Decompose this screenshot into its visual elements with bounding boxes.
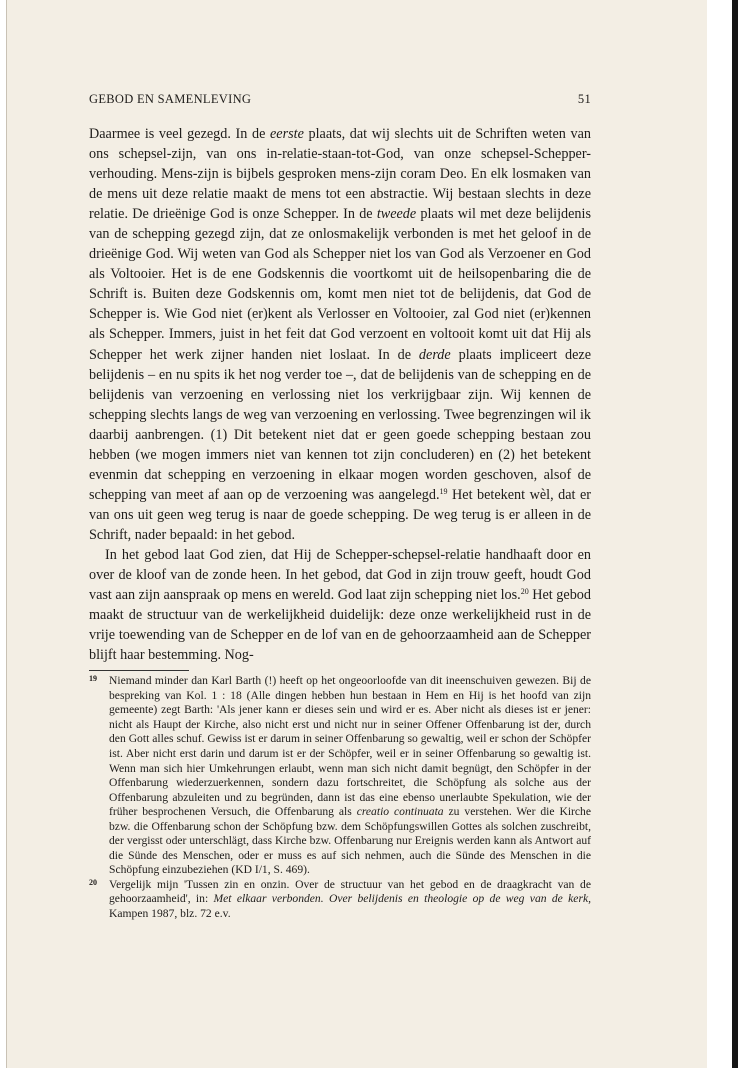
italic-text: Met elkaar verbonden. Over belijdenis en theologie op de weg van de kerk,	[213, 892, 591, 906]
text-run: plaats impliceert deze belijdenis – en nu spits ik het nog verder toe –, dat de belijdenis van de schepping en de belijdenis van verzoening en verlossing niet los verkrijgbaar zijn. Wij kennen de schepping slechts langs de weg van verzoening en verlossing. Twee begrenzingen wil ik daarbij aanbrengen. (1) Dit betekent niet dat er geen goede schepping bestaan zou hebben (we mogen immers niet van kennen tot zijn concluderen) en (2) het betekent evenmin dat schepping en verzoening in elkaar mogen worden geschoven, alsof de schepping van meet af aan op de verzoening was aangelegd.	[89, 346, 591, 503]
footnote	[89, 674, 591, 878]
footnote-ref: 19	[439, 486, 448, 496]
book-page	[6, 0, 707, 1068]
footnote	[89, 878, 591, 922]
italic-text: tweede	[376, 206, 417, 223]
footnote-number: 19	[89, 674, 97, 684]
italic-text: derde	[418, 346, 451, 363]
page-number: 51	[577, 92, 591, 106]
text-run: Het gebod maakt de structuur van de werkelijkheid duidelijk: deze onze werkelijkheid rust in de vrije toewending van de Schepper en de lof van en de gehoorzaamheid aan de Schepper blijft haar bestemming. Nog-	[89, 587, 591, 664]
text-run: Daarmee is veel gezegd. In de	[89, 126, 270, 142]
text-run: Het betekent wèl, dat er van ons uit geen weg terug is naar de goede schepping. De weg terug is er alleen in de Schrift, nader bepaald: in het gebod.	[89, 486, 591, 543]
page-body	[89, 124, 591, 922]
italic-text: creatio continuata	[356, 805, 444, 819]
text-run: plaats wil met deze belijdenis van de schepping gezegd zijn, dat ze onlosmakelijk verbonden is met het geloof in de drieënige God. Wij weten van God als Schepper niet los van God als Verzoener en God als Voltooier. Het is de ene Godskennis die voortkomt uit de heilsopenbaring die de Schrift is. Buiten deze Godskennis om, komt men niet tot de belijdenis, dat God de Schepper is. Wie God niet (er)kent als Verlosser en Voltooier, zal God niet (er)kennen als Schepper. Immers, juist in het feit dat God verzoent en voltooit komt uit dat Hij als Schepper het werk zijner handen niet loslaat. In de	[89, 206, 591, 363]
footnote-rule	[89, 670, 189, 671]
paragraph	[89, 124, 591, 545]
book-spine-shadow	[732, 0, 738, 1068]
text-run: zu verstehen. Wer die Kirche bzw. die Offenbarung schon der Schöpfung bzw. dem Schöpfungswillen Gottes als solchen zuschreibt, der vergisst oder unterschlägt, dass Kirche bzw. Offenbarung nur Ereignis werden kann als Antwort auf die Sünde des Menschen, oder er muss es auf sich nehmen, auch die Sünde des Menschen in die Schöpfung einzubeziehen (KD I/1, S. 469).	[109, 805, 591, 877]
footnote-number: 20	[89, 877, 97, 887]
text-run: Niemand minder dan Karl Barth (!) heeft op het ongeoorloofde van dit ineenschuiven gewezen. Bij de bespreking van Kol. 1 : 18 (Alle dingen hebben hun bestaan in Hem en Hij is het hoofd van zijn gemeente) zegt Barth: 'Als jener kann er dieses sein und wird er es. Aber nicht als dieses ist er jener: nicht als Haupt der Kirche, also nicht erst und nicht nur in seiner Offener Offenbarung ist der, durch den Gott alles schuf. Gewiss ist er darum in seiner Offenbarung so gewaltig, weil er schon der Schöpfer ist. Aber nicht erst darin und darum ist er der Schöpfer, weil er in seiner Offenbarung so gewaltig ist. Wenn man sich hier Umkehrungen erlaubt, wenn man sich nicht damit begnügt, den Schöpfer in der Offenbarung wiederzuerkennen, sondern dazu fortschreitet, die Schöpfung als solche aus der Offenbarung abzuleiten und zu begründen, dann ist das eine ebenso unerlaubte Spekulation, wie der früher besprochenen Versuch, die Offenbarung als	[109, 674, 591, 819]
running-title: GEBOD EN SAMENLEVING	[89, 92, 252, 106]
footnote-text	[109, 674, 591, 876]
paragraph	[89, 545, 591, 665]
text-run: Vergelijk mijn 'Tussen zin en onzin. Over de structuur van het gebod en de draagkracht van de gehoorzaamheid', in:	[109, 877, 591, 906]
footnote-ref: 20	[520, 587, 529, 597]
footnote-text	[109, 878, 591, 920]
italic-text: eerste	[270, 126, 304, 142]
text-run: In het gebod laat God zien, dat Hij de Schepper-schepsel-relatie handhaaft door en over de kloof van de zonde heen. In het gebod, dat God in zijn trouw geeft, houdt God vast aan zijn aanspraak op mens en wereld. God laat zijn schepping niet los.	[89, 546, 591, 604]
text-run: Kampen 1987, blz. 72 e.v.	[109, 907, 231, 921]
text-run: plaats, dat wij slechts uit de Schriften weten van ons schepsel-zijn, van ons in-relatie-staan-tot-God, van onze schepsel-Schepper-verhouding. Mens-zijn is bijbels gesproken mens-zijn coram Deo. En elk losmaken van de mens uit deze relatie maakt de mens tot een abstractie. Wij bestaan slechts in deze relatie. De drieënige God is onze Schepper. In de	[89, 126, 592, 223]
